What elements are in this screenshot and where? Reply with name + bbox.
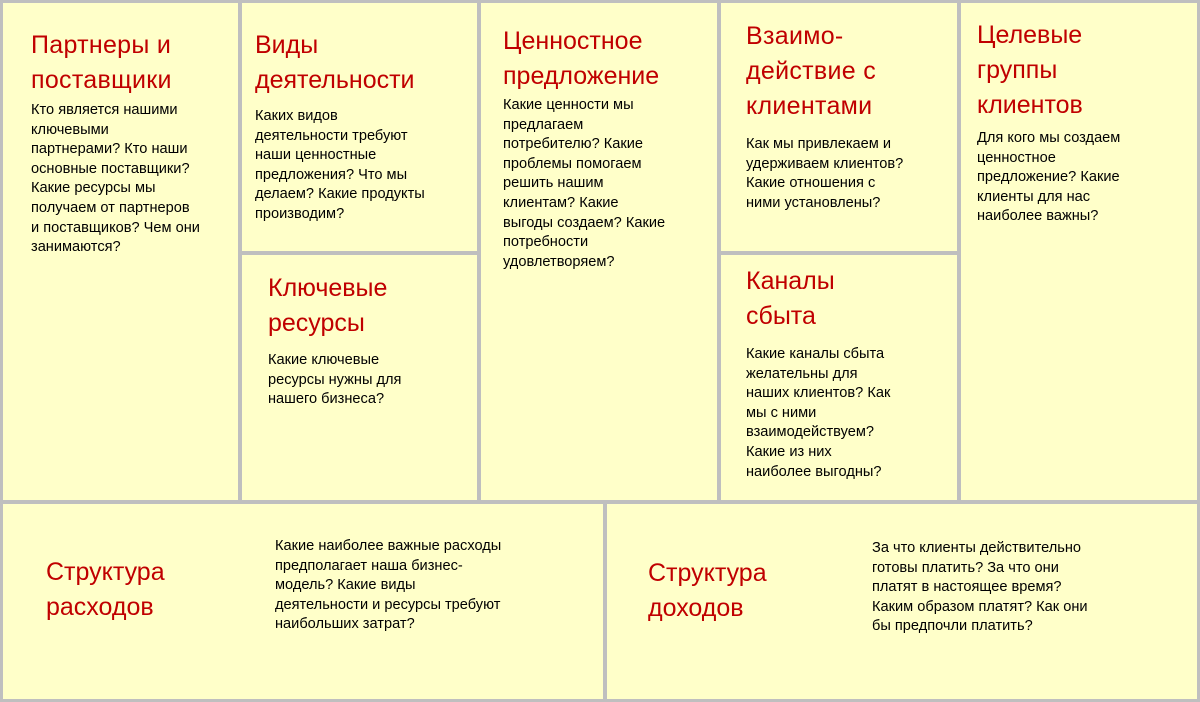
channels-text: Какие каналы сбыта желательны для наших клиентов? Как мы с ними взаимодействуем? Какие из них наиболее выгодны? <box>746 346 891 480</box>
relationships-title: Взаимо- действие с клиентами <box>746 22 877 120</box>
activities-title: Виды деятельности <box>255 31 415 94</box>
relationships-text: Как мы привлекаем и удерживаем клиентов? Какие отношения с ними установлены? <box>746 136 904 211</box>
resources-title: Ключевые ресурсы <box>268 274 388 337</box>
channels-block <box>721 255 957 500</box>
activities-text: Каких видов деятельности требуют наши ценностные предложения? Что мы делаем? Какие продукты производим? <box>255 108 425 222</box>
activities-block <box>242 3 477 251</box>
partners-text: Кто является нашими ключевыми партнерами? Кто наши основные поставщики? Какие ресурсы мы получаем от партнеров и поставщиков? Чем они занимаются? <box>31 102 200 256</box>
value-proposition-block <box>481 3 717 500</box>
value-proposition-title: Ценностное предложение <box>503 27 660 90</box>
revenue-streams-block <box>607 504 1197 699</box>
customer-segments-text: Для кого мы создаем ценностное предложение? Какие клиенты для нас наиболее важны? <box>977 130 1121 225</box>
cost-structure-title: Структура расходов <box>46 558 165 621</box>
revenue-streams-title: Структура доходов <box>648 559 767 622</box>
partners-title: Партнеры и поставщики <box>31 31 172 94</box>
relationships-block <box>721 3 957 251</box>
value-proposition-text: Какие ценности мы предлагаем потребителю? Какие проблемы помогаем решить нашим клиентам? Какие выгоды создаем? Какие потребности удовлетворяем? <box>503 97 666 270</box>
revenue-streams-text: За что клиенты действительно готовы платить? За что они платят в настоящее время? Каким образом платят? Как они бы предпочли платить? <box>872 540 1088 635</box>
partners-block <box>3 3 238 500</box>
resources-block <box>242 255 477 500</box>
cost-structure-text: Какие наиболее важные расходы предполагает наша бизнес- модель? Какие виды деятельности и ресурсы требуют наибольших затрат? <box>275 538 502 633</box>
customer-segments-block <box>961 3 1197 500</box>
cost-structure-block <box>3 504 603 699</box>
customer-segments-title: Целевые группы клиентов <box>977 21 1083 119</box>
resources-text: Какие ключевые ресурсы нужны для нашего бизнеса? <box>268 352 402 408</box>
channels-title: Каналы сбыта <box>746 267 835 330</box>
